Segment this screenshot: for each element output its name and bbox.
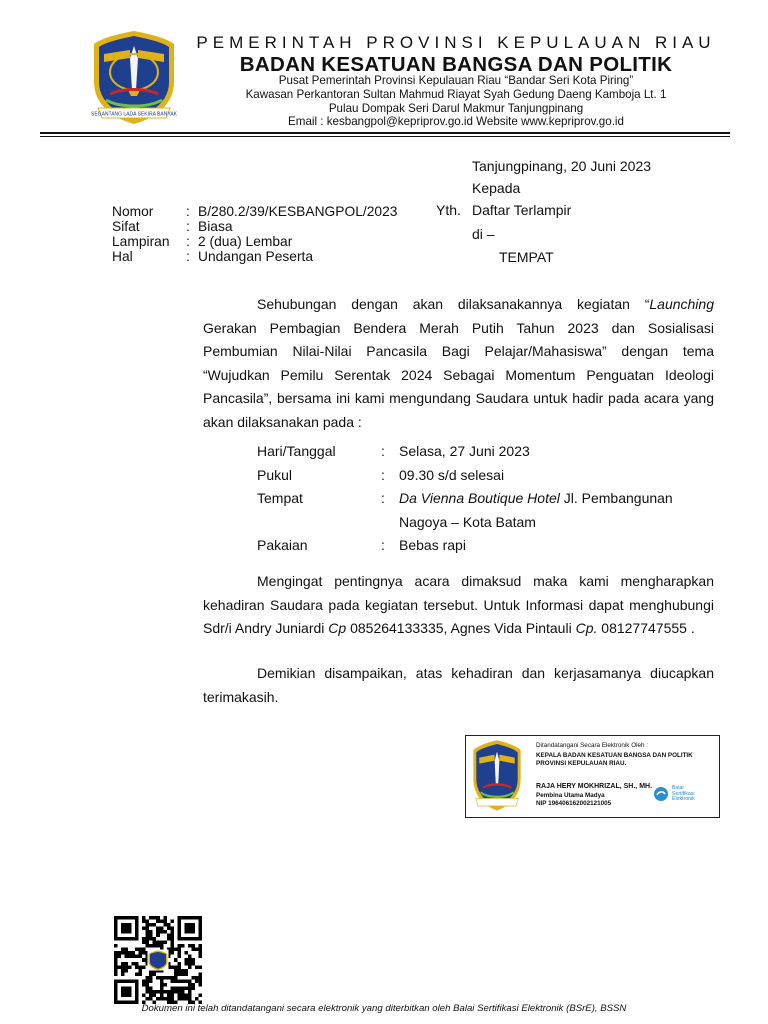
qr-module bbox=[163, 990, 167, 994]
qr-module bbox=[177, 990, 181, 994]
qr-module bbox=[184, 979, 188, 983]
qr-module bbox=[188, 962, 192, 966]
place-date: Tanjungpinang, 20 Juni 2023 bbox=[472, 158, 652, 174]
qr-module bbox=[156, 916, 160, 920]
qr-module bbox=[135, 965, 139, 969]
bsre-logo-icon bbox=[653, 786, 669, 802]
schedule-value: 09.30 s/d selesai bbox=[399, 466, 505, 483]
qr-module bbox=[139, 965, 143, 969]
qr-module bbox=[125, 965, 129, 969]
qr-module bbox=[160, 920, 164, 924]
qr-module bbox=[142, 927, 146, 931]
qr-module bbox=[163, 941, 167, 945]
qr-module bbox=[188, 944, 192, 948]
qr-module bbox=[121, 951, 125, 955]
qr-module bbox=[142, 993, 146, 997]
qr-module bbox=[142, 983, 146, 987]
qr-module bbox=[135, 948, 139, 952]
letterhead-agency: BADAN KESATUAN BANGSA DAN POLITIK bbox=[239, 53, 673, 76]
letterhead-address-3: Pulau Dompak Seri Darul Makmur Tanjungpinang bbox=[328, 102, 584, 115]
qr-module bbox=[149, 944, 153, 948]
qr-module bbox=[167, 997, 171, 1001]
schedule-colon: : bbox=[381, 490, 385, 506]
bsre-line-2: Sertifikasi bbox=[672, 790, 695, 797]
qr-module bbox=[149, 976, 153, 980]
schedule-colon: : bbox=[381, 537, 385, 553]
qr-module bbox=[174, 958, 178, 962]
qr-module bbox=[167, 937, 171, 941]
schedule-row bbox=[257, 464, 719, 488]
qr-module bbox=[156, 920, 160, 924]
qr-module bbox=[170, 934, 174, 938]
qr-module bbox=[121, 969, 125, 973]
qr-module bbox=[163, 923, 167, 927]
p1-text-a: Sehubungan dengan akan dilaksanakannya kegiatan “ bbox=[257, 296, 650, 312]
qr-module bbox=[181, 993, 185, 997]
qr-module bbox=[128, 965, 132, 969]
qr-module bbox=[174, 969, 178, 973]
qr-module bbox=[163, 930, 167, 934]
qr-module bbox=[184, 993, 188, 997]
schedule-row bbox=[257, 534, 719, 558]
letterhead-rule-thick bbox=[40, 132, 730, 134]
qr-module bbox=[184, 958, 188, 962]
qr-module bbox=[156, 976, 160, 980]
body-paragraph-3: Demikian disampaikan, atas kehadiran dan kerjasamanya diucapkan terimakasih. bbox=[203, 665, 714, 705]
recipient-yth: Yth. bbox=[436, 202, 461, 218]
qr-module bbox=[142, 937, 146, 941]
qr-module bbox=[188, 990, 192, 994]
qr-module bbox=[125, 969, 129, 973]
qr-module bbox=[160, 976, 164, 980]
qr-module bbox=[156, 944, 160, 948]
qr-module bbox=[114, 962, 118, 966]
meta-value: Biasa bbox=[198, 219, 233, 234]
qr-module bbox=[142, 979, 146, 983]
qr-module bbox=[121, 965, 125, 969]
qr-module bbox=[170, 920, 174, 924]
footer-esign-notice: Dokumen ini telah ditandatangani secara elektronik yang diterbitkan oleh Balai Sertifikasi Elektronik (BSrE), BSSN bbox=[141, 1003, 627, 1014]
qr-module bbox=[146, 979, 150, 983]
qr-module bbox=[146, 990, 150, 994]
qr-module bbox=[177, 944, 181, 948]
qr-module bbox=[170, 979, 174, 983]
qr-module bbox=[188, 986, 192, 990]
qr-module bbox=[174, 979, 178, 983]
letterhead-address-2: Kawasan Perkantoran Sultan Mahmud Riayat Syah Gedung Daeng Kamboja Lt. 1 bbox=[245, 88, 667, 101]
recipient-kepada: Kepada bbox=[472, 180, 521, 196]
qr-module bbox=[114, 965, 118, 969]
schedule-value: Selasa, 27 Juni 2023 bbox=[399, 443, 530, 459]
qr-module bbox=[198, 955, 202, 959]
qr-module bbox=[170, 941, 174, 945]
qr-module bbox=[170, 927, 174, 931]
meta-row bbox=[112, 219, 397, 234]
letterhead-address-1: Pusat Pemerintah Provinsi Kepulauan Riau “Bandar Seri Kota Piring” bbox=[278, 74, 634, 87]
qr-module bbox=[118, 965, 122, 969]
signer-rank: Pembina Utama Madya bbox=[536, 792, 605, 799]
qr-module bbox=[149, 979, 153, 983]
meta-row bbox=[112, 234, 397, 249]
qr-module bbox=[128, 951, 132, 955]
qr-module bbox=[170, 993, 174, 997]
qr-module bbox=[132, 962, 136, 966]
qr-module bbox=[142, 951, 146, 955]
logo-banner-text: SEGANTANG LADA SEKIRA BANYAK bbox=[91, 111, 177, 118]
qr-module bbox=[146, 941, 150, 945]
qr-module bbox=[174, 972, 178, 976]
venue-address: Jl. Pembangunan Nagoya – Kota Batam bbox=[399, 490, 673, 530]
qr-module bbox=[181, 986, 185, 990]
qr-module bbox=[191, 976, 195, 980]
letter-meta bbox=[112, 204, 397, 264]
qr-module bbox=[114, 969, 118, 973]
qr-module bbox=[135, 972, 139, 976]
qr-module bbox=[153, 944, 157, 948]
qr-module bbox=[167, 934, 171, 938]
qr-module bbox=[174, 965, 178, 969]
p2-cp-2: Cp. bbox=[575, 620, 598, 636]
qr-module bbox=[153, 916, 157, 920]
qr-module bbox=[181, 944, 185, 948]
venue-name: Da Vienna Boutique Hotel bbox=[399, 490, 560, 506]
qr-module bbox=[191, 958, 195, 962]
bsre-label bbox=[672, 786, 695, 803]
qr-module bbox=[188, 958, 192, 962]
qr-module bbox=[177, 986, 181, 990]
qr-module bbox=[195, 997, 199, 1001]
schedule-value bbox=[399, 487, 719, 534]
qr-module bbox=[163, 983, 167, 987]
qr-module bbox=[177, 969, 181, 973]
qr-module bbox=[177, 972, 181, 976]
bsre-line-3: Elektronik bbox=[672, 796, 695, 803]
letterhead-government: PEMERINTAH PROVINSI KEPULAUAN RIAU bbox=[196, 33, 716, 52]
meta-row bbox=[112, 249, 397, 264]
qr-module bbox=[156, 930, 160, 934]
qr-module bbox=[181, 997, 185, 1001]
qr-module bbox=[153, 993, 157, 997]
qr-module bbox=[184, 997, 188, 1001]
qr-module bbox=[191, 983, 195, 987]
qr-module bbox=[146, 934, 150, 938]
qr-module bbox=[181, 979, 185, 983]
qr-module bbox=[160, 986, 164, 990]
qr-module bbox=[160, 941, 164, 945]
schedule-colon: : bbox=[381, 443, 385, 459]
qr-module bbox=[156, 990, 160, 994]
bsre-line-1: Balai bbox=[672, 785, 684, 791]
qr-module bbox=[149, 997, 153, 1001]
meta-row bbox=[112, 204, 397, 219]
meta-key: Lampiran bbox=[112, 234, 170, 249]
meta-key: Hal bbox=[112, 249, 133, 264]
qr-module bbox=[163, 976, 167, 980]
qr-module bbox=[188, 955, 192, 959]
qr-module bbox=[195, 948, 199, 952]
event-schedule bbox=[257, 440, 719, 558]
meta-value: Undangan Peserta bbox=[198, 249, 314, 264]
qr-module bbox=[146, 997, 150, 1001]
qr-module bbox=[170, 944, 174, 948]
meta-colon: : bbox=[186, 219, 190, 234]
qr-module bbox=[153, 990, 157, 994]
qr-module bbox=[181, 969, 185, 973]
qr-module bbox=[198, 948, 202, 952]
schedule-row bbox=[257, 487, 719, 534]
qr-module bbox=[198, 976, 202, 980]
qr-module bbox=[188, 979, 192, 983]
schedule-key: Pukul bbox=[257, 466, 293, 483]
qr-module bbox=[170, 951, 174, 955]
p2-text-b: 085264133335, Agnes Vida Pintauli bbox=[346, 620, 576, 636]
meta-colon: : bbox=[186, 204, 190, 219]
qr-module bbox=[146, 930, 150, 934]
qr-module bbox=[184, 962, 188, 966]
qr-module bbox=[142, 920, 146, 924]
p2-text-c: 08127747555 . bbox=[597, 620, 695, 636]
qr-module bbox=[167, 993, 171, 997]
qr-module bbox=[146, 927, 150, 931]
qr-module bbox=[139, 951, 143, 955]
schedule-row bbox=[257, 440, 719, 464]
qr-module bbox=[149, 934, 153, 938]
qr-module bbox=[184, 969, 188, 973]
qr-module bbox=[167, 927, 171, 931]
qr-module bbox=[125, 948, 129, 952]
meta-value: B/280.2/39/KESBANGPOL/2023 bbox=[198, 204, 398, 219]
letterhead-rule-thin bbox=[40, 136, 730, 137]
qr-module bbox=[198, 979, 202, 983]
qr-module bbox=[167, 976, 171, 980]
qr-module bbox=[156, 927, 160, 931]
qr-module bbox=[149, 972, 153, 976]
qr-module bbox=[142, 941, 146, 945]
schedule-key: Pakaian bbox=[257, 537, 308, 553]
signer-title-1: KEPALA BADAN KESATUAN BANGSA DAN POLITIK bbox=[536, 752, 693, 759]
qr-module bbox=[156, 934, 160, 938]
qr-module bbox=[188, 983, 192, 987]
qr-module bbox=[125, 951, 129, 955]
qr-module bbox=[177, 979, 181, 983]
recipient-tempat: TEMPAT bbox=[499, 249, 554, 265]
qr-module bbox=[121, 972, 125, 976]
qr-module bbox=[167, 923, 171, 927]
qr-module bbox=[188, 997, 192, 1001]
qr-module bbox=[174, 976, 178, 980]
qr-module bbox=[146, 920, 150, 924]
recipient-name: Daftar Terlampir bbox=[472, 202, 572, 218]
qr-module bbox=[177, 965, 181, 969]
qr-module bbox=[170, 997, 174, 1001]
qr-module bbox=[177, 948, 181, 952]
qr-module bbox=[188, 965, 192, 969]
qr-module bbox=[146, 944, 150, 948]
qr-module bbox=[160, 997, 164, 1001]
qr-module bbox=[142, 916, 146, 920]
body-paragraph-2 bbox=[203, 570, 714, 641]
meta-key: Sifat bbox=[112, 219, 140, 234]
body-paragraph-1 bbox=[203, 293, 714, 434]
qr-module bbox=[198, 965, 202, 969]
qr-module bbox=[191, 962, 195, 966]
qr-module bbox=[149, 937, 153, 941]
qr-module bbox=[170, 976, 174, 980]
qr-module bbox=[132, 951, 136, 955]
qr-module bbox=[160, 944, 164, 948]
qr-module bbox=[139, 955, 143, 959]
qr-module bbox=[153, 923, 157, 927]
qr-module bbox=[149, 986, 153, 990]
qr-module bbox=[156, 997, 160, 1001]
qr-module bbox=[153, 941, 157, 945]
qr-module bbox=[195, 979, 199, 983]
qr-module bbox=[139, 972, 143, 976]
signer-title-2: PROVINSI KEPULAUAN RIAU. bbox=[536, 760, 627, 767]
qr-module bbox=[135, 955, 139, 959]
qr-module bbox=[139, 948, 143, 952]
qr-module bbox=[177, 962, 181, 966]
qr-module bbox=[146, 986, 150, 990]
qr-module bbox=[181, 990, 185, 994]
qr-module bbox=[142, 958, 146, 962]
qr-module bbox=[163, 997, 167, 1001]
qr-module bbox=[184, 986, 188, 990]
qr-module bbox=[149, 930, 153, 934]
p1-text-italic: Launching bbox=[649, 296, 714, 312]
qr-module bbox=[114, 951, 118, 955]
qr-module bbox=[170, 990, 174, 994]
qr-module bbox=[160, 979, 164, 983]
qr-module bbox=[191, 948, 195, 952]
qr-module bbox=[114, 972, 118, 976]
p2-text-a: Mengingat pentingnya acara dimaksud maka kami mengharapkan kehadiran Saudara pada kegiatan tersebut. Untuk Informasi dapat menghubungi Sdr/i Andry Juniardi bbox=[203, 573, 714, 636]
schedule-key: Tempat bbox=[257, 490, 303, 506]
qr-module bbox=[163, 916, 167, 920]
qr-module bbox=[146, 983, 150, 987]
qr-module bbox=[170, 948, 174, 952]
qr-module bbox=[135, 962, 139, 966]
qr-module bbox=[160, 983, 164, 987]
qr-module bbox=[118, 955, 122, 959]
qr-module bbox=[195, 976, 199, 980]
qr-module bbox=[170, 937, 174, 941]
qr-module bbox=[181, 972, 185, 976]
qr-module bbox=[177, 951, 181, 955]
qr-module bbox=[125, 962, 129, 966]
qr-module bbox=[146, 923, 150, 927]
meta-colon: : bbox=[186, 249, 190, 264]
qr-module bbox=[149, 993, 153, 997]
verification-qr-code bbox=[114, 916, 202, 1004]
qr-module bbox=[184, 951, 188, 955]
qr-module bbox=[177, 993, 181, 997]
qr-module bbox=[167, 990, 171, 994]
qr-module bbox=[170, 986, 174, 990]
recipient-di: di – bbox=[472, 226, 495, 242]
qr-module bbox=[160, 927, 164, 931]
qr-module bbox=[125, 955, 129, 959]
province-emblem-logo bbox=[90, 28, 178, 126]
meta-colon: : bbox=[186, 234, 190, 249]
qr-module bbox=[170, 930, 174, 934]
schedule-value: Bebas rapi bbox=[399, 537, 466, 553]
qr-module bbox=[163, 920, 167, 924]
qr-module bbox=[188, 993, 192, 997]
qr-module bbox=[146, 976, 150, 980]
qr-module bbox=[198, 951, 202, 955]
qr-module bbox=[160, 993, 164, 997]
qr-module bbox=[149, 916, 153, 920]
qr-module bbox=[191, 944, 195, 948]
signer-name: RAJA HERY MOKHRIZAL, SH., MH. bbox=[536, 783, 653, 790]
qr-module bbox=[149, 990, 153, 994]
qr-module bbox=[198, 972, 202, 976]
meta-value: 2 (dua) Lembar bbox=[198, 234, 293, 249]
qr-module bbox=[174, 948, 178, 952]
qr-module bbox=[174, 986, 178, 990]
qr-module bbox=[198, 944, 202, 948]
qr-module bbox=[170, 965, 174, 969]
qr-module bbox=[191, 986, 195, 990]
meta-key: Nomor bbox=[112, 204, 154, 219]
signed-by-label: Ditandatangani Secara Elektronik Oleh : bbox=[536, 742, 649, 749]
qr-module bbox=[128, 955, 132, 959]
qr-module bbox=[121, 962, 125, 966]
qr-module bbox=[177, 955, 181, 959]
qr-module bbox=[153, 972, 157, 976]
qr-module bbox=[160, 990, 164, 994]
qr-module bbox=[195, 965, 199, 969]
qr-module bbox=[118, 951, 122, 955]
qr-module bbox=[142, 948, 146, 952]
qr-module bbox=[149, 923, 153, 927]
qr-module bbox=[174, 990, 178, 994]
signature-emblem-logo bbox=[471, 738, 523, 812]
qr-module bbox=[198, 983, 202, 987]
signer-nip: NIP 196406162002121005 bbox=[536, 800, 612, 807]
p1-text-b: Gerakan Pembagian Bendera Merah Putih Tahun 2023 dan Sosialisasi Pembumian Nilai-Nilai Pancasila Bagi Pelajar/Mahasiswa” dengan tema “Wujudkan Pemilu Serentak 2024 Sebagai Momentum Penguatan Ideologi Pancasila”, bersama ini kami mengundang Saudara untuk hadir pada acara yang akan dilaksanakan pada : bbox=[203, 319, 714, 430]
qr-module bbox=[114, 958, 118, 962]
qr-module bbox=[177, 997, 181, 1001]
qr-module bbox=[160, 930, 164, 934]
qr-module bbox=[198, 993, 202, 997]
qr-module bbox=[156, 941, 160, 945]
qr-module bbox=[153, 937, 157, 941]
schedule-key: Hari/Tanggal bbox=[257, 443, 336, 459]
qr-module bbox=[184, 972, 188, 976]
schedule-colon: : bbox=[381, 466, 385, 483]
qr-module bbox=[142, 965, 146, 969]
qr-module bbox=[132, 955, 136, 959]
qr-module bbox=[121, 948, 125, 952]
qr-module bbox=[146, 937, 150, 941]
qr-module bbox=[114, 955, 118, 959]
letterhead-contact: Email : kesbangpol@kepriprov.go.id Website www.kepriprov.go.id bbox=[288, 115, 624, 128]
p2-cp-1: Cp bbox=[328, 620, 347, 636]
qr-module bbox=[139, 969, 143, 973]
qr-module bbox=[114, 944, 118, 948]
